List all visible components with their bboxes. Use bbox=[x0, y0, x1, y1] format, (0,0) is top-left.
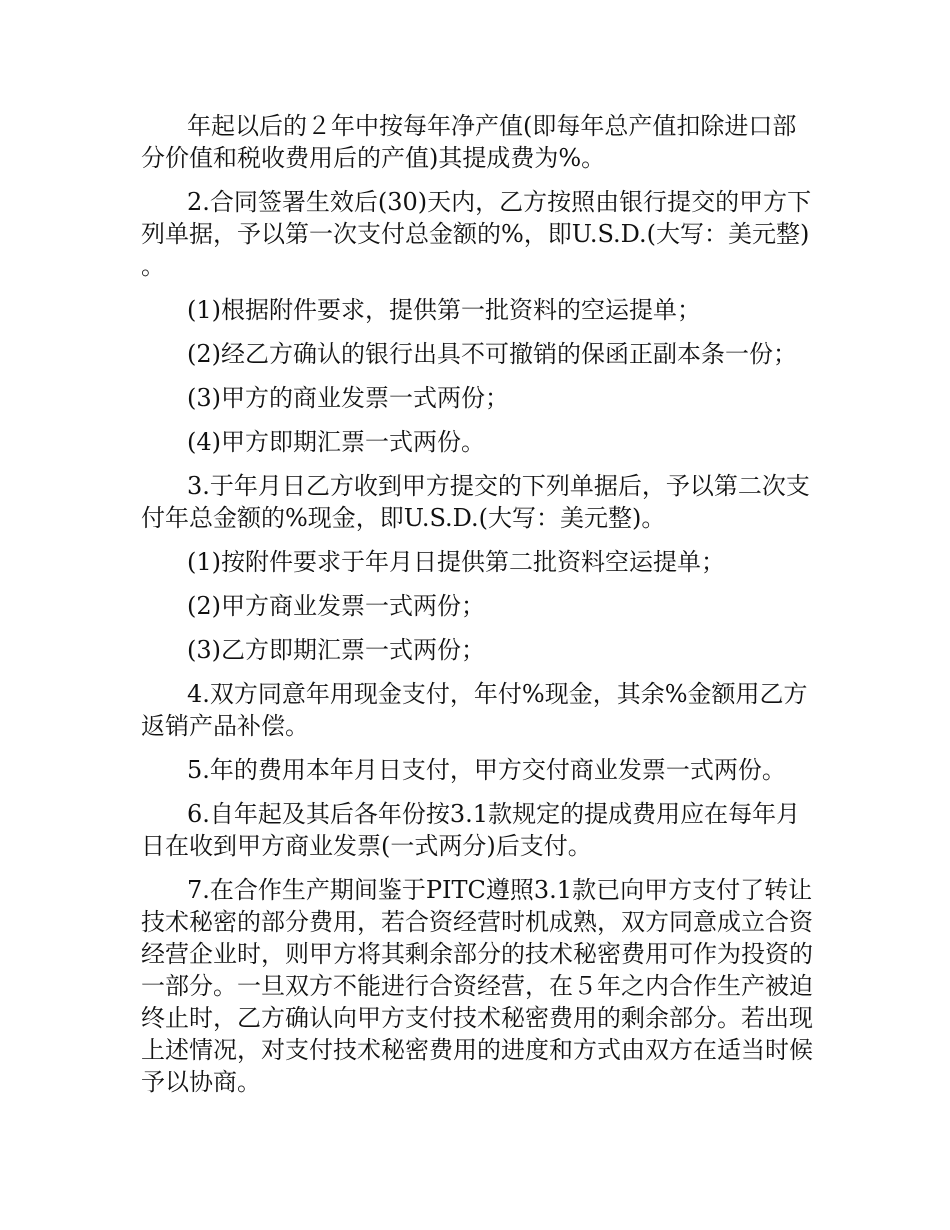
paragraph-clause-5: 5.年的费用本年月日支付，甲方交付商业发票一式两份。 bbox=[187, 756, 786, 784]
paragraph-clause-7: 7.在合作生产期间鉴于PITC遵照3.1款已向甲方支付了转让技术秘密的部分费用，若合资经营时机成熟，双方同意成立合资经营企业时，则甲方将其剩余部分的技术秘密费用可作为投资的一部分。一旦双方不能进行合资经营，在５年之内合作生产被迫终止时，乙方确认向甲方支付技术秘密费用的剩余部分。若出现上述情况，对支付技术秘密费用的进度和方式由双方在适当时候予以协商。 bbox=[141, 876, 813, 1096]
paragraph-net-output-royalty: 年起以后的２年中按每年净产值(即每年总产值扣除进口部分价值和税收费用后的产值)其提成费为%。 bbox=[141, 112, 797, 172]
paragraph-clause-3-item-3: (3)乙方即期汇票一式两份； bbox=[187, 636, 485, 664]
paragraph-clause-3-item-2: (2)甲方商业发票一式两份； bbox=[187, 592, 485, 620]
document-body bbox=[141, 110, 813, 1110]
paragraph-clause-2-item-4: (4)甲方即期汇票一式两份。 bbox=[187, 428, 485, 456]
paragraph-clause-4: 4.双方同意年用现金支付，年付%现金，其余%金额用乙方返销产品补偿。 bbox=[141, 680, 808, 740]
paragraph-clause-2-item-3: (3)甲方的商业发票一式两份； bbox=[187, 384, 509, 412]
paragraph-clause-3-item-1: (1)按附件要求于年月日提供第二批资料空运提单； bbox=[187, 548, 725, 576]
paragraph-clause-2: 2.合同签署生效后(30)天内，乙方按照由银行提交的甲方下列单据，予以第一次支付总金额的%，即U.S.D.(大写：美元整)。 bbox=[141, 188, 812, 280]
paragraph-clause-2-item-1: (1)根据附件要求，提供第一批资料的空运提单； bbox=[187, 296, 701, 324]
paragraph-clause-6: 6.自年起及其后各年份按3.1款规定的提成费用应在每年月日在收到甲方商业发票(一式两分)后支付。 bbox=[141, 800, 801, 860]
paragraph-clause-3: 3.于年月日乙方收到甲方提交的下列单据后，予以第二次支付年总金额的%现金，即U.S.D.(大写：美元整)。 bbox=[141, 472, 810, 532]
paragraph-clause-2-item-2: (2)经乙方确认的银行出具不可撤销的保函正副本条一份； bbox=[187, 340, 797, 368]
